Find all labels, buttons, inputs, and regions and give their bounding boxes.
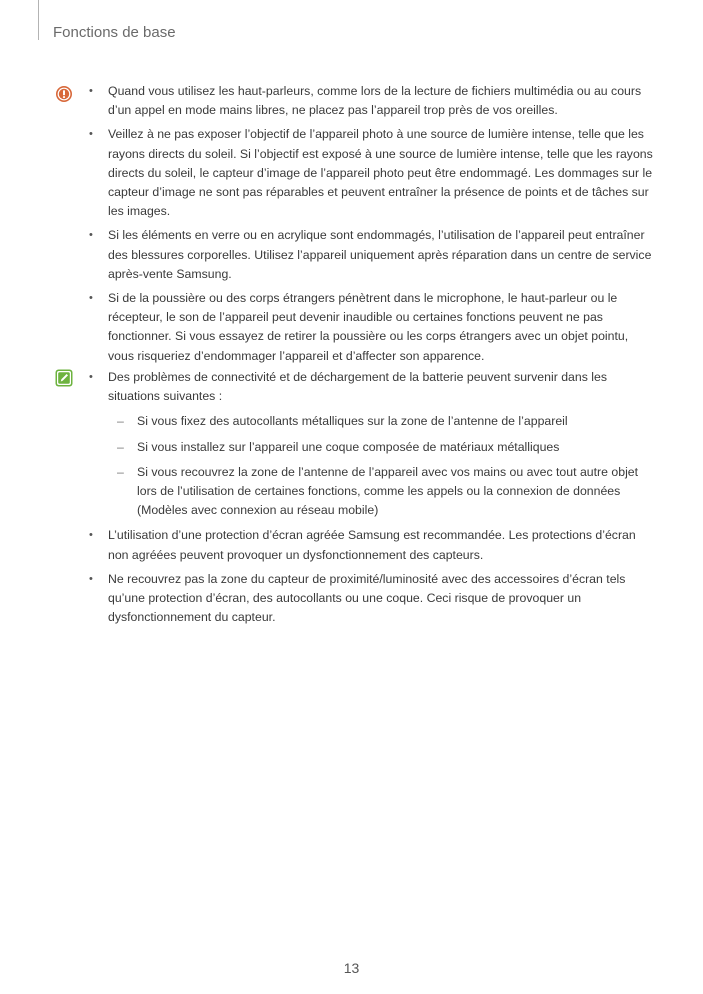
header-rule [38,0,39,40]
bullet: • [89,292,93,305]
dash: – [117,439,124,454]
bullet: • [89,572,93,585]
list-item [89,289,655,366]
list-item [89,368,655,520]
bullet: • [89,128,93,141]
note-list [89,368,655,632]
sublist [108,412,655,520]
item-text: Des problèmes de connectivité et de déchargement de la batterie peuvent survenir dans les situations suivantes : [108,370,608,404]
bullet: • [89,229,93,242]
list-item [89,570,655,628]
note-icon [55,369,73,387]
item-text: Si les éléments en verre ou en acrylique sont endommagés, l’utilisation de l’appareil peut entraîner des blessures corporelles. Utilisez l’appareil uniquement après réparation dans un centre de service après-vente Samsung. [108,228,652,281]
dash: – [117,464,124,479]
bullet: • [89,371,93,383]
sublist-item [108,438,655,457]
caution-list [89,82,655,371]
list-item [89,226,655,284]
list-item [89,125,655,221]
subitem-text: Si vous recouvrez la zone de l’antenne de l’appareil avec vos mains ou avec tout autre objet lors de l’utilisation de certaines fonctions, comme les appels ou la connexion de données (Modèles avec connexion au réseau mobile) [137,464,639,518]
item-text: L’utilisation d’une protection d’écran agréée Samsung est recommandée. Les protections d’écran non agréées peuvent provoquer un dysfonctionnement des capteurs. [108,528,636,562]
list-item [89,526,655,564]
bullet: • [89,529,93,542]
list-item [89,82,655,120]
item-text: Veillez à ne pas exposer l’objectif de l’appareil photo à une source de lumière intense, telle que les rayons directs du soleil. Si l’objectif est exposé à une source de lumière intense, telle que les rayons directs du soleil, le capteur d’image de l’appareil photo peut être endommagé. Les dommages sur le capteur d’image ne sont pas réparables et peuvent entraîner la présence de points et de tâches sur les images. [108,127,653,219]
subitem-text: Si vous installez sur l’appareil une coque composée de matériaux métalliques [137,439,560,454]
page-number: 13 [343,960,360,976]
sublist-item [108,463,655,521]
item-text: Ne recouvrez pas la zone du capteur de proximité/luminosité avec des accessoires d’écran tels qu’une protection d’écran, des autocollants ou une coque. Ceci risque de provoquer un dysfonctionnement du capteur. [108,571,626,625]
subitem-text: Si vous fixez des autocollants métalliques sur la zone de l’antenne de l’appareil [137,414,568,429]
page-header-title: Fonctions de base [53,24,176,41]
item-text: Quand vous utilisez les haut-parleurs, comme lors de la lecture de fichiers multimédia ou au cours d’un appel en mode mains libres, ne placez pas l’appareil trop près de vos oreilles. [108,84,642,118]
item-text: Si de la poussière ou des corps étrangers pénètrent dans le microphone, le haut-parleur ou le récepteur, le son de l’appareil peut devenir inaudible ou certaines fonctions peuvent ne pas fonctionner. Si vous essayez de retirer la poussière ou les corps étrangers avec un objet pointu, vous risqueriez d’endommager l’appareil et d’affecter son apparence. [108,291,629,363]
dash: – [117,414,124,429]
caution-icon [55,85,73,103]
sublist-item [108,412,655,431]
bullet: • [89,85,93,97]
